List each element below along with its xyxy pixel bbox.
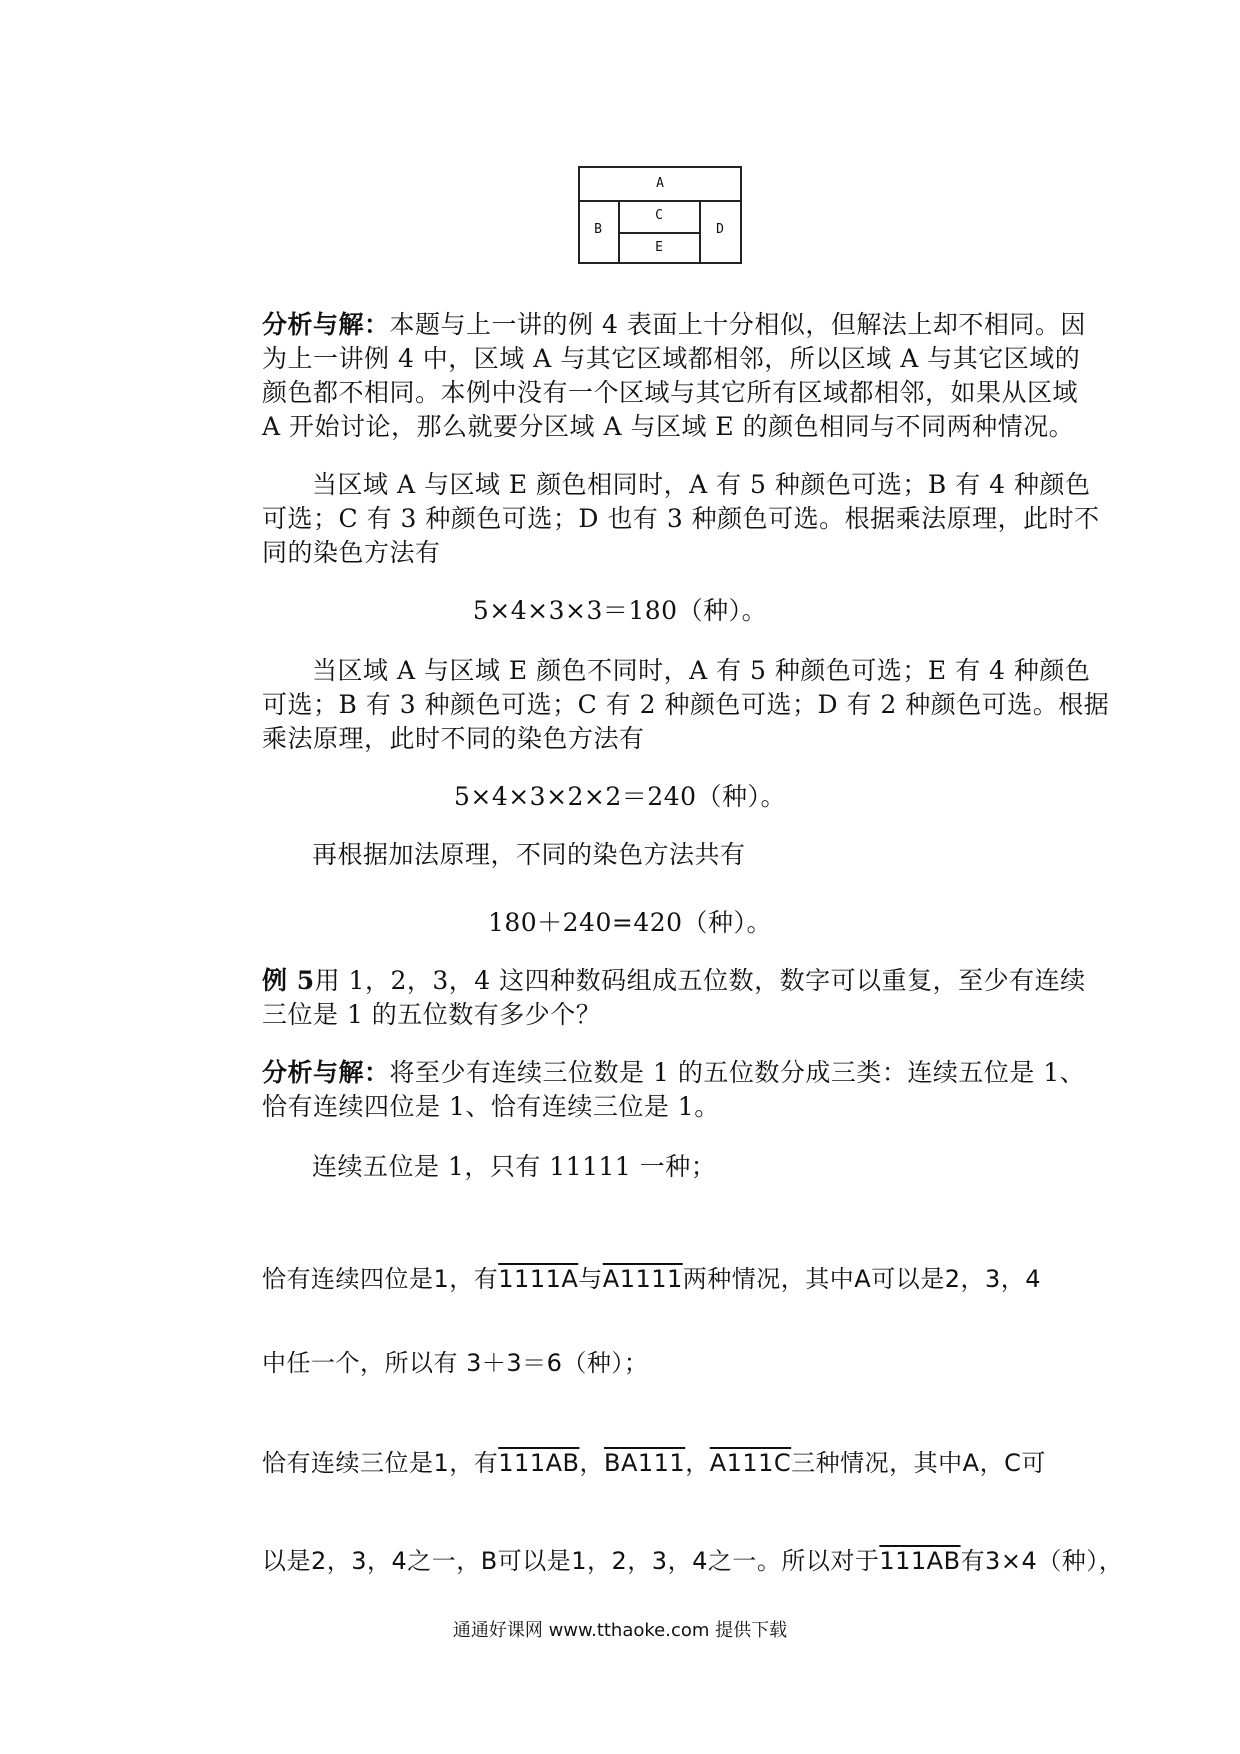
four-mid: 与: [578, 1265, 603, 1293]
diagram-label-e: E: [655, 240, 663, 255]
example5-text-1: 用 1，2，3，4 这四种数码组成五位数，数字可以重复，至少有连续: [314, 966, 1086, 995]
four-pre: 恰有连续四位是1，有: [262, 1265, 499, 1293]
three-consecutive-line-2: [262, 1544, 1123, 1578]
case1-line-1: 当区域 A 与区域 E 颜色相同时，A 有 5 种颜色可选；B 有 4 种颜色: [312, 470, 1091, 499]
diagram-label-c: C: [655, 208, 663, 223]
number-A111C: A111C: [709, 1449, 792, 1477]
diagram-line-top: [580, 200, 740, 202]
three-l2-post: 有3×4（种），: [960, 1547, 1124, 1575]
analysis-paragraph-line-1: [262, 308, 1086, 342]
three-sep-2: ，: [685, 1449, 710, 1477]
diagram-label-d: D: [716, 222, 724, 237]
four-consecutive-line-1: [262, 1262, 1041, 1296]
case1-line-3: 同的染色方法有: [262, 538, 441, 567]
number-111AB-2: 111AB: [879, 1547, 961, 1575]
four-consecutive-line-2: 中任一个，所以有 3＋3＝6（种）；: [262, 1349, 649, 1377]
number-111AB: 111AB: [498, 1449, 580, 1477]
analysis-line-3: 颜色都不相同。本例中没有一个区域与其它所有区域都相邻，如果从区域: [262, 378, 1079, 407]
number-BA111: BA111: [603, 1449, 686, 1477]
example5-line-1: [262, 964, 1086, 998]
example5-label: 例 5: [262, 966, 315, 995]
analysis2-heading: 分析与解：: [262, 1058, 390, 1087]
analysis2-line-1: [262, 1056, 1085, 1090]
three-sep-1: ，: [579, 1449, 604, 1477]
analysis2-text-1: 将至少有连续三位数是 1 的五位数分成三类：连续五位是 1、: [389, 1058, 1086, 1087]
case2-line-1: 当区域 A 与区域 E 颜色不同时，A 有 5 种颜色可选；E 有 4 种颜色: [312, 656, 1091, 685]
three-pre: 恰有连续三位是1，有: [262, 1449, 499, 1477]
three-post: 三种情况，其中A，C可: [791, 1449, 1046, 1477]
case1-line-2: 可选；C 有 3 种颜色可选；D 也有 3 种颜色可选。根据乘法原理，此时不: [262, 504, 1100, 533]
diagram-label-a: A: [656, 176, 664, 191]
case2-line-3: 乘法原理，此时不同的染色方法有: [262, 724, 645, 753]
diagram-label-b: B: [594, 222, 602, 237]
region-diagram: [578, 166, 742, 264]
three-consecutive-line-1: [262, 1446, 1046, 1480]
analysis-line-2: 为上一讲例 4 中，区域 A 与其它区域都相邻，所以区域 A 与其它区域的: [262, 344, 1081, 373]
three-l2-pre: 以是2，3，4之一，B可以是1，2，3，4之一。所以对于: [262, 1547, 880, 1575]
analysis-text-1: 本题与上一讲的例 4 表面上十分相似，但解法上却不相同。因: [389, 310, 1086, 339]
case2-formula: 5×4×3×2×2＝240（种）。: [453, 782, 787, 811]
number-1111A: 1111A: [498, 1265, 579, 1293]
number-A1111: A1111: [602, 1265, 683, 1293]
analysis-line-4: A 开始讨论，那么就要分区域 A 与区域 E 的颜色相同与不同两种情况。: [262, 412, 1075, 441]
analysis-heading: 分析与解：: [262, 310, 390, 339]
case2-line-2: 可选；B 有 3 种颜色可选；C 有 2 种颜色可选；D 有 2 种颜色可选。根据: [262, 690, 1110, 719]
five-consecutive-line: 连续五位是 1，只有 11111 一种；: [312, 1152, 717, 1181]
case1-formula: 5×4×3×3＝180（种）。: [472, 596, 768, 625]
page-footer: 通通好课网 www.tthaoke.com 提供下载: [452, 1620, 788, 1641]
sum-formula: 180＋240=420（种）。: [487, 908, 773, 937]
four-post: 两种情况，其中A可以是2，3，4: [682, 1265, 1042, 1293]
diagram-line-middle: [618, 232, 700, 234]
analysis2-line-2: 恰有连续四位是 1、恰有连续三位是 1。: [262, 1092, 720, 1121]
example5-line-2: 三位是 1 的五位数有多少个？: [262, 1000, 602, 1029]
sum-line-1: 再根据加法原理，不同的染色方法共有: [312, 840, 746, 869]
